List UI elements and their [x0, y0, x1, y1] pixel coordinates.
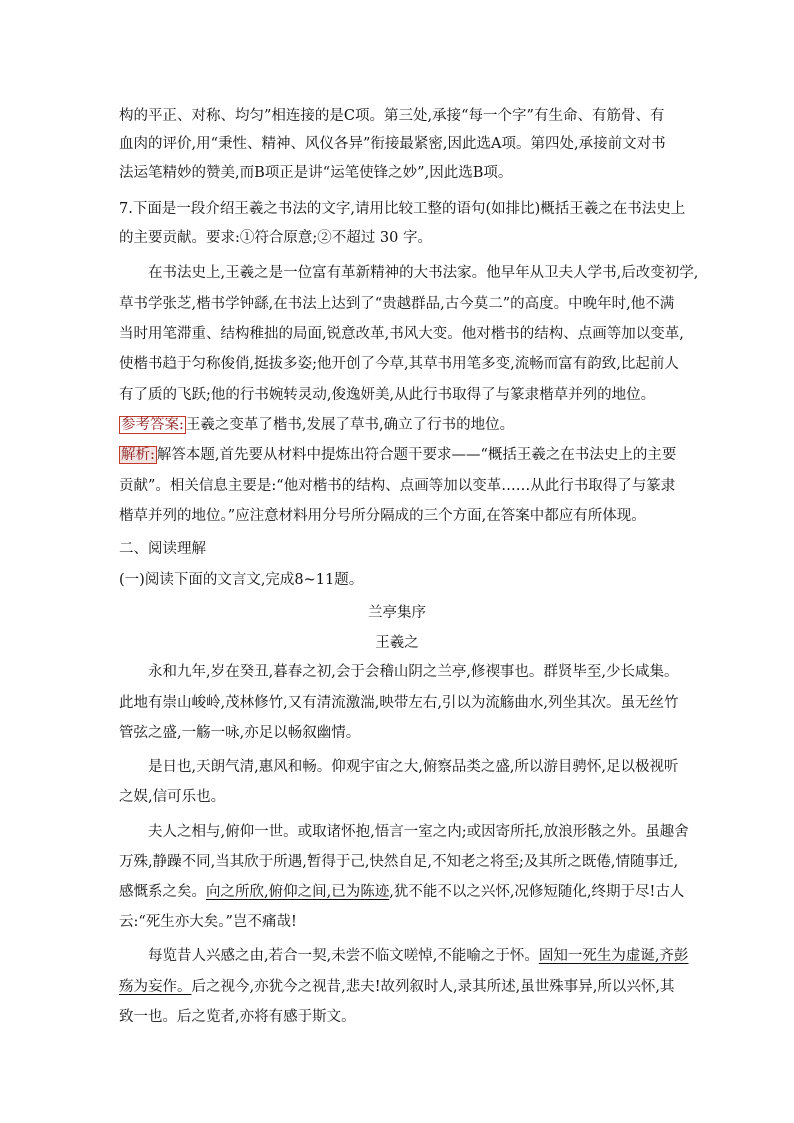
- essay-line: [119, 946, 688, 966]
- underlined-sentence: 向之所欣,俯仰之间,已为陈迹: [206, 884, 390, 900]
- text-segment: 的主要贡献。要求:①符合原意;②不超过 30 字。: [119, 230, 432, 246]
- text-segment: 有了质的飞跃;他的行书婉转灵动,俊逸妍美,从此行书取得了与篆隶楷草并列的地位。: [119, 387, 656, 403]
- text-segment: 永和九年,岁在癸丑,暮春之初,会于会稽山阴之兰亭,修禊事也。群贤毕至,少长咸集。: [119, 664, 679, 680]
- underlined-sentence: 殇为妄作。: [119, 979, 192, 995]
- text-segment: 使楷书趋于匀称俊俏,挺拔多姿;他开创了今草,其草书用笔多变,流畅而富有韵致,比起前人: [119, 356, 679, 372]
- text-segment: 二、阅读理解: [119, 541, 206, 557]
- reference-answer: [119, 415, 514, 435]
- line: [119, 134, 666, 154]
- answer-label: 参考答案:: [121, 417, 184, 433]
- essay-line: [119, 662, 679, 682]
- text-segment: 管弦之盛,一觞一咏,亦足以畅叙幽情。: [119, 725, 361, 741]
- text-segment: 感慨系之矣。: [119, 884, 206, 900]
- text-segment: (一)阅读下面的文言文,完成8~11题。: [119, 572, 364, 588]
- text-segment: 每览昔人兴感之由,若合一契,未尝不临文嗟悼,不能喻之于怀。: [119, 948, 539, 964]
- text-segment: 解答本题,首先要从材料中提炼出符合题干要求——“概括王羲之在书法史上的主要: [156, 447, 677, 463]
- text-segment: ,犹不能不以之兴怀,况修短随化,终期于尽!古人: [389, 884, 685, 900]
- essay-line: [119, 912, 297, 932]
- passage-line: [119, 263, 698, 283]
- text-segment: 后之视今,亦犹今之视昔,悲夫!故列叙时人,录其所述,虽世殊事异,所以兴怀,其: [191, 979, 675, 995]
- text-segment: 楷草并列的地位。”应注意材料用分号所分隔成的三个方面,在答案中都应有所体现。: [119, 508, 646, 524]
- line: [119, 106, 664, 126]
- essay-line: [119, 693, 679, 713]
- essay-line: [119, 757, 679, 777]
- text-segment: 法运笔精妙的赞美,而B项正是讲“运笔使锋之妙”,因此选B项。: [119, 165, 513, 181]
- passage-line: [119, 354, 679, 374]
- text-segment: 云:“死生亦大矣。”岂不痛哉!: [119, 914, 297, 930]
- passage-line: [119, 385, 655, 405]
- text-segment: 是日也,天朗气清,惠风和畅。仰观宇宙之大,俯察品类之盛,所以游目骋怀,足以极视听: [119, 759, 679, 775]
- text-segment: 致一也。后之览者,亦将有感于斯文。: [119, 1009, 356, 1025]
- essay-line: [119, 852, 678, 872]
- essay-author: 王羲之: [375, 635, 419, 651]
- essay-line: [119, 977, 674, 997]
- essay-title: 兰亭集序: [368, 605, 426, 621]
- text-segment: 当时用笔滞重、结构稚拙的局面,锐意改革,书风大变。他对楷书的结构、点画等加以变革,: [119, 326, 684, 342]
- analysis-label: 解析:: [121, 447, 155, 463]
- passage-line: [119, 324, 684, 344]
- essay-line: [119, 787, 225, 807]
- subsection-heading: [119, 570, 363, 590]
- underlined-sentence: 固知一死生为虚诞,齐彭: [538, 948, 689, 964]
- section-heading: [119, 539, 206, 559]
- text-segment: 此地有崇山峻岭,茂林修竹,又有清流激湍,映带左右,引以为流觞曲水,列坐其次。虽无丝竹: [119, 695, 679, 711]
- analysis-line: [119, 476, 675, 496]
- essay-line: [119, 822, 689, 842]
- line: [119, 228, 432, 248]
- text-segment: 万殊,静躁不同,当其欣于所遇,暂得于己,快然自足,不知老之将至;及其所之既倦,情随事迁,: [119, 854, 679, 870]
- text-segment: 草书学张芝,楷书学钟繇,在书法上达到了“贵越群品,古今莫二”的高度。中晚年时,他不满: [119, 296, 675, 312]
- text-segment: 血肉的评价,用“秉性、精神、风仪各异”衔接最紧密,因此选A项。第四处,承接前文对书: [119, 136, 666, 152]
- question-7: [119, 199, 685, 219]
- line: [119, 163, 512, 183]
- passage-line: [119, 294, 674, 314]
- essay-line: [119, 1007, 356, 1027]
- text-segment: 在书法史上,王羲之是一位富有革新精神的大书法家。他早年从卫夫人学书,后改变初学,: [119, 265, 699, 281]
- text-segment: 贡献”。相关信息主要是:“他对楷书的结构、点画等加以变革……从此行书取得了与篆隶: [119, 478, 676, 494]
- text-segment: 7.下面是一段介绍王羲之书法的文字,请用比较工整的语句(如排比)概括王羲之在书法史上: [119, 201, 686, 217]
- analysis: [119, 445, 676, 465]
- essay-line: [119, 882, 684, 902]
- text-segment: 王羲之变革了楷书,发展了草书,确立了行书的地位。: [185, 417, 515, 433]
- analysis-line: [119, 506, 646, 526]
- text-segment: 夫人之相与,俯仰一世。或取诸怀抱,悟言一室之内;或因寄所托,放浪形骸之外。虽趣舍: [119, 824, 689, 840]
- text-segment: 之娱,信可乐也。: [119, 789, 226, 805]
- essay-line: [119, 723, 360, 743]
- text-segment: 构的平正、对称、均匀”相连接的是C项。第三处,承接“每一个字”有生命、有筋骨、有: [119, 108, 665, 124]
